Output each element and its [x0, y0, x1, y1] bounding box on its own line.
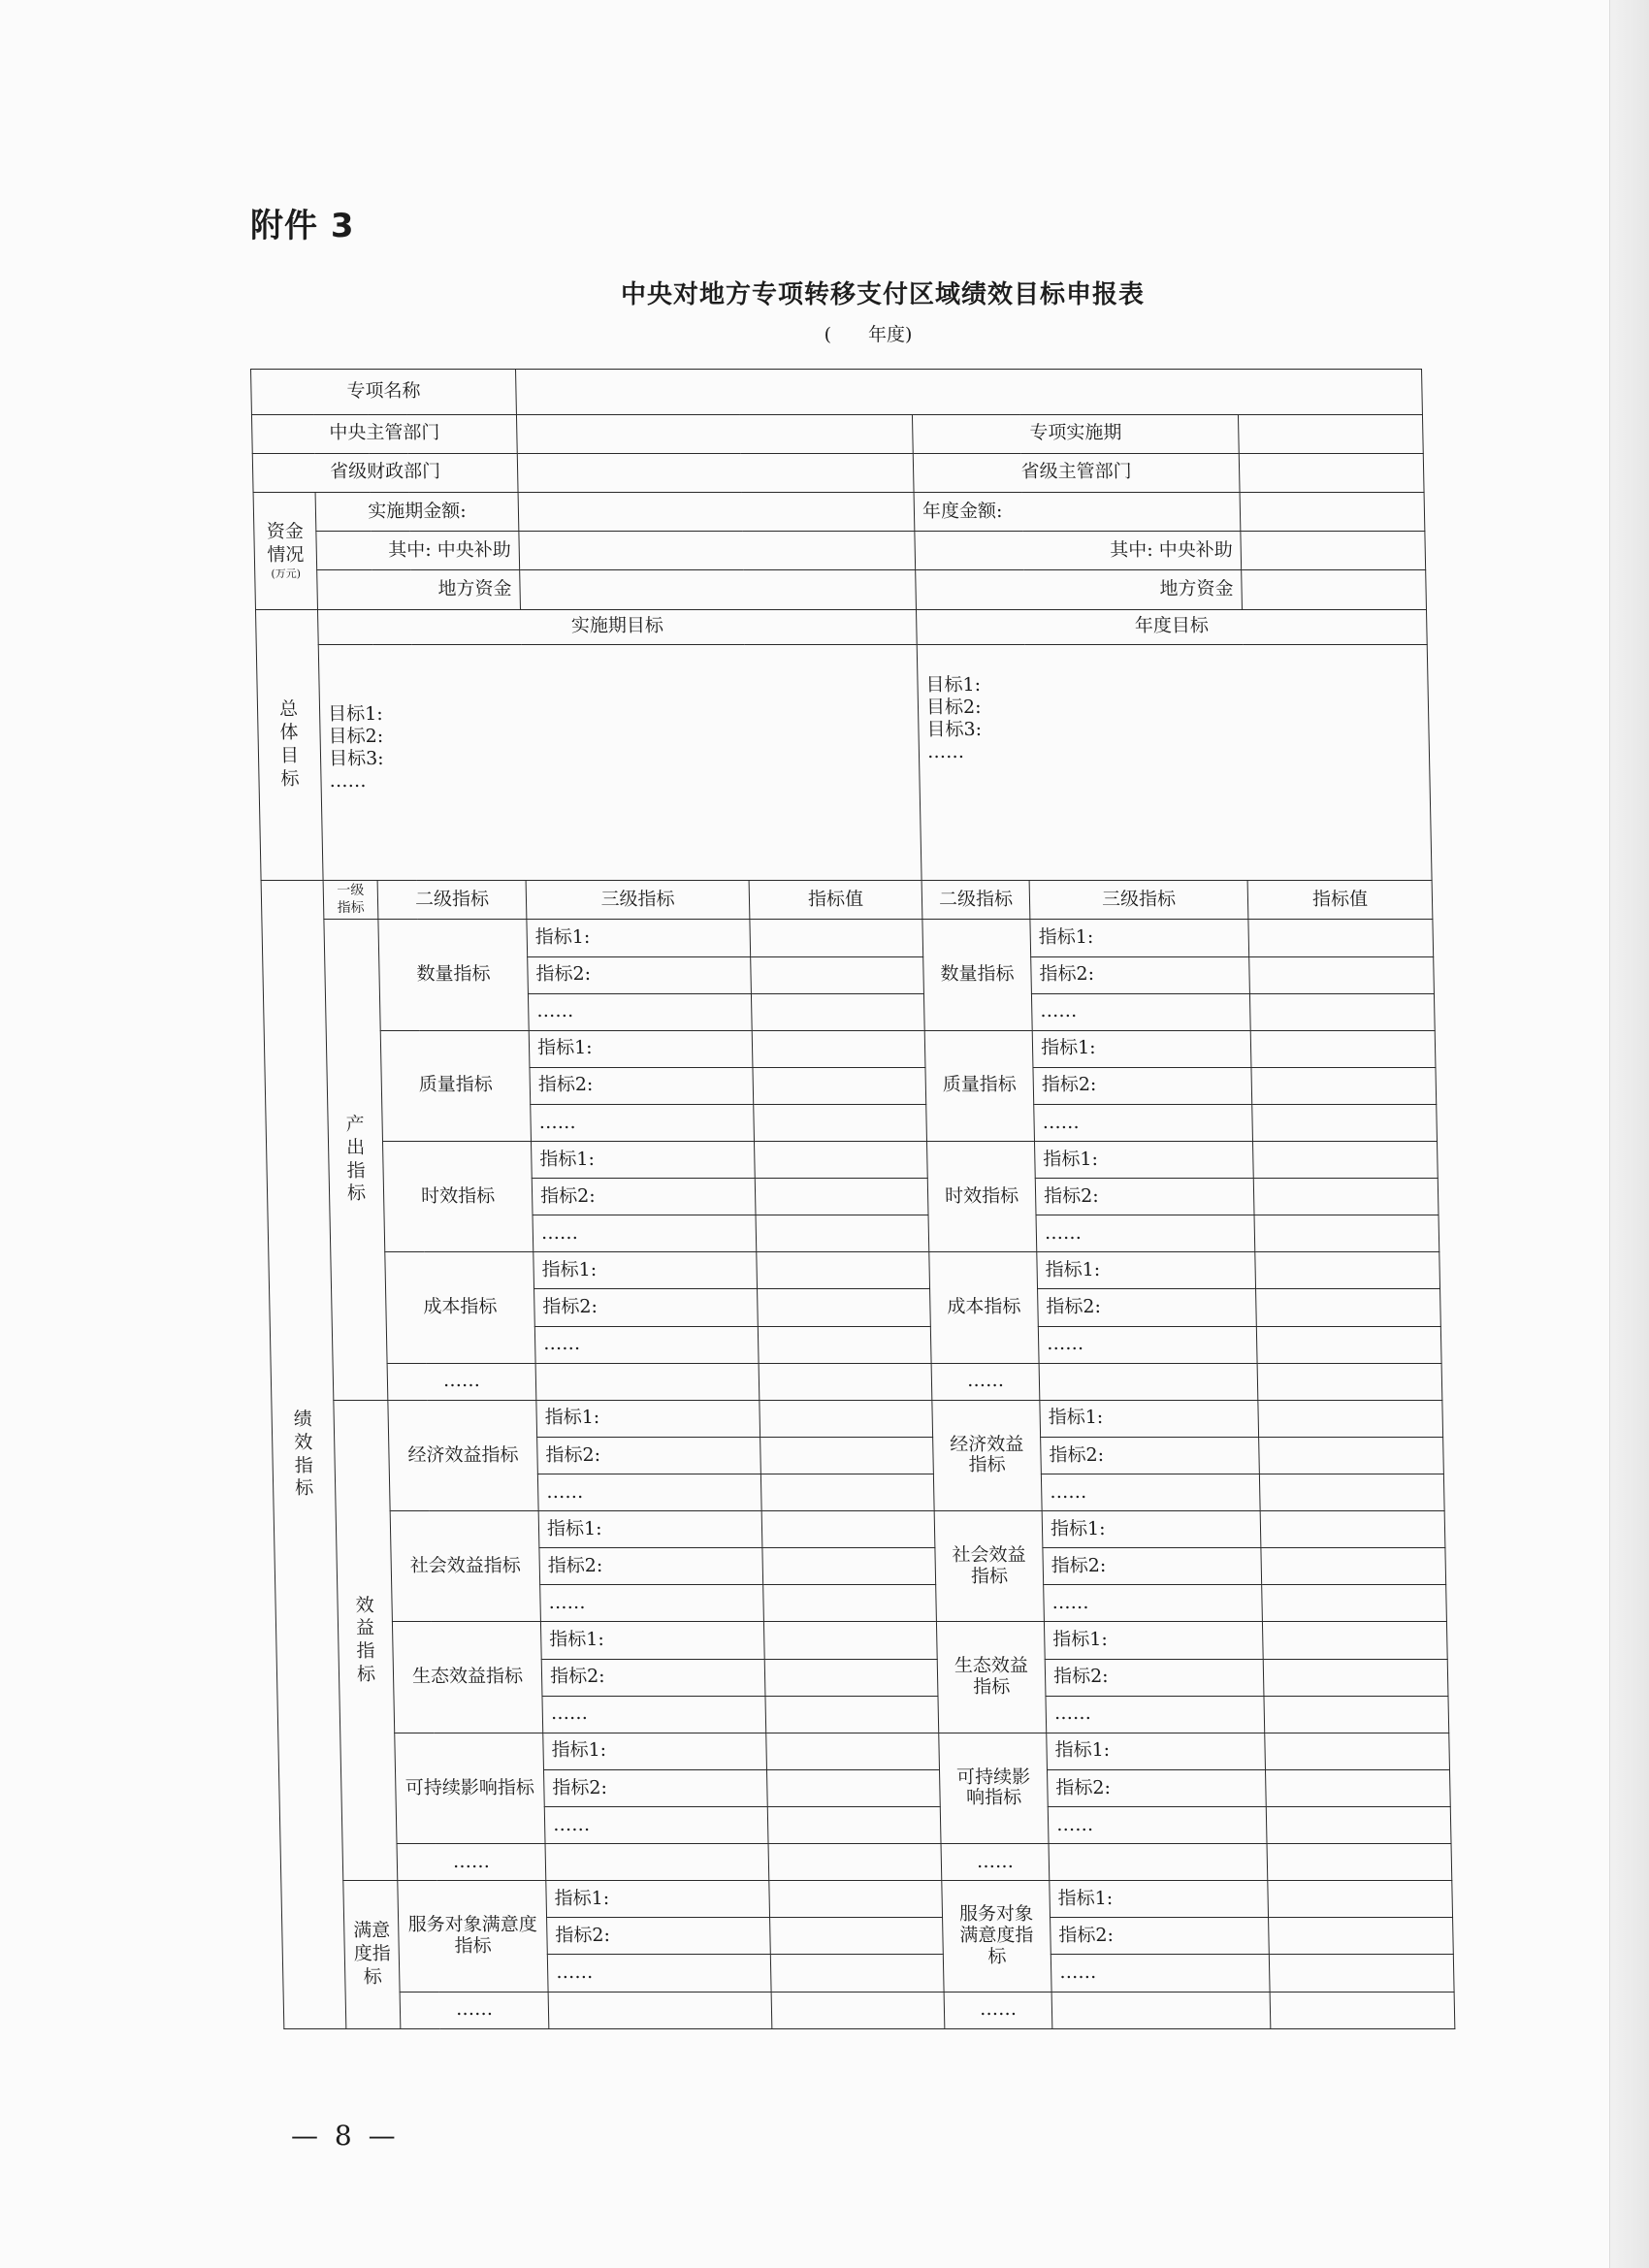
output-more-annual-ind[interactable]	[1039, 1363, 1258, 1400]
performance-target-form	[250, 369, 1416, 2029]
sustainable-annual-val3[interactable]	[1266, 1807, 1451, 1844]
annual-amount-label: 年度金额:	[914, 493, 1241, 532]
social-impl-val1[interactable]	[761, 1511, 935, 1548]
ecological-impl-ind1: 指标1:	[540, 1622, 764, 1659]
quantity-annual-val3[interactable]	[1249, 993, 1435, 1030]
social-annual-val3[interactable]	[1262, 1585, 1447, 1622]
economic-impl-ind2: 指标2:	[537, 1437, 761, 1474]
quantity-impl-val1[interactable]	[750, 920, 923, 956]
row-timeliness-1	[266, 1142, 1438, 1179]
row-funds-central	[254, 532, 1426, 570]
cost-annual-val2[interactable]	[1256, 1289, 1441, 1326]
level2-header-annual: 二级指标	[922, 881, 1030, 920]
timeliness-impl-more: ……	[533, 1215, 757, 1252]
impl-period-label: 专项实施期	[912, 414, 1239, 453]
impl-goal-more: ……	[329, 770, 367, 793]
satisfaction-more-annual-ind[interactable]	[1051, 1992, 1271, 2028]
row-central-dept	[251, 414, 1423, 453]
ecological-impl-more: ……	[542, 1696, 766, 1733]
impl-amount-label: 实施期金额:	[315, 493, 519, 532]
impl-local-funds-field[interactable]	[520, 570, 917, 609]
quality-impl-ind2: 指标2:	[530, 1067, 754, 1104]
social-annual-more: ……	[1044, 1585, 1263, 1622]
cost-label-annual: 成本指标	[929, 1252, 1039, 1363]
cost-annual-val3[interactable]	[1256, 1326, 1441, 1363]
benefit-more-impl: ……	[397, 1844, 546, 1881]
satisfaction-annual-more: ……	[1051, 1955, 1270, 1992]
ecological-annual-more: ……	[1046, 1696, 1265, 1733]
satisfaction-more-impl-ind[interactable]	[548, 1992, 772, 2028]
impl-amount-field[interactable]	[518, 493, 915, 532]
annual-goal-header: 年度目标	[916, 609, 1427, 644]
quality-impl-more: ……	[531, 1104, 755, 1141]
cost-impl-more: ……	[534, 1326, 759, 1363]
ecological-annual-val1[interactable]	[1262, 1622, 1447, 1659]
timeliness-impl-ind1: 指标1:	[532, 1142, 756, 1179]
benefit-more-impl-ind[interactable]	[545, 1844, 769, 1881]
timeliness-impl-val1[interactable]	[755, 1142, 928, 1179]
cost-annual-val1[interactable]	[1255, 1252, 1440, 1289]
sustainable-impl-ind2: 指标2:	[544, 1769, 768, 1806]
sustainable-annual-more: ……	[1048, 1807, 1267, 1844]
quantity-impl-ind2: 指标2:	[528, 956, 752, 993]
benefit-more-annual-val[interactable]	[1267, 1844, 1452, 1881]
annual-goal-more: ……	[926, 741, 965, 763]
row-ecological-1	[275, 1622, 1447, 1659]
satisfaction-impl-val3[interactable]	[770, 1955, 944, 1992]
satisfaction-impl-more: ……	[547, 1955, 771, 1992]
year-line: ( 年度)	[824, 324, 913, 345]
quality-impl-val2[interactable]	[753, 1067, 926, 1104]
timeliness-impl-ind2: 指标2:	[532, 1179, 756, 1215]
economic-annual-val3[interactable]	[1259, 1474, 1444, 1511]
quantity-annual-val1[interactable]	[1248, 920, 1434, 956]
quality-label-annual: 质量指标	[924, 1030, 1034, 1141]
social-impl-val2[interactable]	[762, 1548, 936, 1585]
cost-impl-ind1: 指标1:	[534, 1252, 758, 1289]
impl-goal-field[interactable]	[318, 644, 922, 881]
row-economic-1	[272, 1400, 1443, 1437]
level3-header-impl: 三级指标	[526, 881, 750, 920]
prov-finance-label: 省级财政部门	[252, 453, 518, 492]
economic-annual-ind1: 指标1:	[1040, 1400, 1259, 1437]
attachment-label: 附件 3	[250, 207, 355, 245]
sustainable-annual-ind2: 指标2:	[1048, 1769, 1267, 1806]
timeliness-annual-val1[interactable]	[1253, 1142, 1439, 1179]
row-satisfaction-more	[283, 1992, 1455, 2028]
ecological-annual-val2[interactable]	[1263, 1659, 1448, 1696]
timeliness-annual-val3[interactable]	[1254, 1215, 1439, 1252]
quality-impl-val3[interactable]	[754, 1104, 927, 1141]
quality-annual-ind2: 指标2:	[1033, 1067, 1252, 1104]
satisfaction-annual-val1[interactable]	[1268, 1881, 1453, 1918]
economic-annual-val1[interactable]	[1258, 1400, 1443, 1437]
service-satisfaction-label-annual: 服务对象满意度指标	[942, 1881, 1051, 1992]
sustainable-annual-ind1: 指标1:	[1047, 1733, 1266, 1769]
timeliness-annual-ind1: 指标1:	[1035, 1142, 1254, 1179]
level2-header-impl: 二级指标	[377, 881, 527, 920]
timeliness-annual-more: ……	[1036, 1215, 1255, 1252]
sustainable-impl-val2[interactable]	[767, 1769, 941, 1806]
satisfaction-indicators-label: 满意度指标	[343, 1881, 401, 2029]
quantity-annual-val2[interactable]	[1249, 956, 1435, 993]
quantity-impl-val3[interactable]	[751, 993, 924, 1030]
social-annual-ind1: 指标1:	[1042, 1511, 1261, 1548]
cost-impl-val2[interactable]	[758, 1289, 931, 1326]
ecological-impl-val2[interactable]	[764, 1659, 938, 1696]
satisfaction-annual-ind2: 指标2:	[1051, 1918, 1270, 1955]
satisfaction-impl-val2[interactable]	[770, 1918, 944, 1955]
satisfaction-impl-val1[interactable]	[769, 1881, 943, 1918]
satisfaction-annual-val3[interactable]	[1269, 1955, 1454, 1992]
ecological-annual-ind1: 指标1:	[1044, 1622, 1263, 1659]
output-more-annual: ……	[931, 1363, 1040, 1400]
social-annual-val2[interactable]	[1261, 1548, 1446, 1585]
economic-annual-more: ……	[1041, 1474, 1260, 1511]
satisfaction-annual-ind1: 指标1:	[1050, 1881, 1269, 1918]
annual-local-funds-field[interactable]	[1242, 570, 1427, 609]
satisfaction-impl-ind2: 指标2:	[547, 1918, 771, 1955]
cost-annual-ind1: 指标1:	[1037, 1252, 1256, 1289]
cost-annual-ind2: 指标2:	[1038, 1289, 1257, 1326]
quantity-impl-ind1: 指标1:	[527, 920, 751, 956]
timeliness-impl-val2[interactable]	[755, 1179, 928, 1215]
quantity-impl-val2[interactable]	[751, 956, 924, 993]
funds-unit: (万元)	[271, 567, 302, 580]
satisfaction-more-annual: ……	[944, 1992, 1052, 2028]
impl-goal-1: 目标1:	[327, 702, 383, 725]
annual-goal-field[interactable]	[917, 644, 1432, 881]
benefit-more-annual-ind[interactable]	[1049, 1844, 1268, 1881]
impl-goal-3: 目标3:	[328, 748, 384, 769]
social-impl-ind1: 指标1:	[538, 1511, 762, 1548]
output-more-impl: ……	[387, 1363, 536, 1400]
annual-goal-3: 目标3:	[926, 719, 983, 740]
row-funds-total	[253, 493, 1425, 532]
quality-annual-val2[interactable]	[1251, 1067, 1437, 1104]
row-goals	[256, 644, 1432, 881]
annual-amount-field[interactable]	[1240, 493, 1425, 532]
row-project-name	[251, 370, 1423, 415]
output-more-annual-val[interactable]	[1257, 1363, 1442, 1400]
quantity-label-impl: 数量指标	[378, 920, 529, 1030]
output-more-impl-val[interactable]	[759, 1363, 932, 1400]
impl-period-field[interactable]	[1238, 414, 1423, 453]
sustainable-label-annual: 可持续影响指标	[939, 1733, 1049, 1843]
page-number: — 8 —	[291, 2120, 400, 2152]
social-label-impl: 社会效益指标	[390, 1511, 540, 1622]
annual-goal-2: 目标2:	[925, 696, 982, 718]
sustainable-impl-val3[interactable]	[767, 1807, 941, 1844]
row-indicator-headers	[261, 881, 1433, 920]
satisfaction-more-annual-val[interactable]	[1270, 1992, 1455, 2028]
value-header-annual: 指标值	[1247, 881, 1433, 920]
sustainable-impl-ind1: 指标1:	[543, 1733, 767, 1769]
quality-annual-val1[interactable]	[1250, 1030, 1436, 1067]
row-cost-1	[269, 1252, 1440, 1289]
social-annual-ind2: 指标2:	[1043, 1548, 1262, 1585]
ecological-impl-ind2: 指标2:	[541, 1659, 765, 1696]
economic-label-impl: 经济效益指标	[388, 1400, 538, 1510]
row-prov-finance	[252, 453, 1424, 492]
quantity-annual-ind2: 指标2:	[1031, 956, 1250, 993]
row-quantity-1	[262, 920, 1434, 956]
quantity-annual-more: ……	[1031, 993, 1250, 1030]
economic-annual-ind2: 指标2:	[1041, 1437, 1260, 1474]
level1-header: 一级指标	[323, 881, 378, 920]
row-quality-1	[264, 1030, 1436, 1067]
timeliness-annual-ind2: 指标2:	[1035, 1179, 1254, 1215]
economic-impl-val1[interactable]	[760, 1400, 933, 1437]
satisfaction-impl-ind1: 指标1:	[546, 1881, 770, 1918]
quantity-label-annual: 数量指标	[922, 920, 1032, 1030]
sustainable-annual-val1[interactable]	[1265, 1733, 1450, 1769]
annual-goal-1: 目标1:	[925, 673, 982, 696]
quality-annual-val3[interactable]	[1252, 1104, 1438, 1141]
social-impl-val3[interactable]	[763, 1585, 937, 1622]
ecological-label-impl: 生态效益指标	[392, 1622, 542, 1733]
row-sustainable-1	[278, 1733, 1450, 1769]
economic-impl-more: ……	[537, 1474, 761, 1511]
sustainable-impl-more: ……	[544, 1807, 768, 1844]
row-goal-headers	[255, 609, 1427, 644]
social-annual-val1[interactable]	[1260, 1511, 1445, 1548]
cost-impl-val1[interactable]	[757, 1252, 930, 1289]
row-output-more	[271, 1363, 1442, 1400]
cost-impl-val3[interactable]	[758, 1326, 931, 1363]
overall-goal-label: 总体目标	[255, 609, 323, 881]
social-label-annual: 社会效益指标	[934, 1511, 1044, 1622]
quality-label-impl: 质量指标	[380, 1030, 531, 1141]
sustainable-label-impl: 可持续影响指标	[395, 1733, 545, 1843]
project-name-label: 专项名称	[251, 370, 517, 415]
row-social-1	[274, 1511, 1445, 1548]
quantity-impl-more: ……	[528, 993, 752, 1030]
ecological-impl-val3[interactable]	[765, 1696, 939, 1733]
ecological-annual-ind2: 指标2:	[1045, 1659, 1264, 1696]
satisfaction-annual-val2[interactable]	[1269, 1918, 1454, 1955]
project-name-field[interactable]	[516, 370, 1423, 415]
annual-central-subsidy-label: 其中: 中央补助	[915, 532, 1242, 570]
value-header-impl: 指标值	[749, 881, 922, 920]
sustainable-annual-val2[interactable]	[1266, 1769, 1451, 1806]
service-satisfaction-label-impl: 服务对象满意度指标	[398, 1881, 548, 1992]
timeliness-label-impl: 时效指标	[382, 1142, 533, 1252]
social-impl-ind2: 指标2:	[539, 1548, 763, 1585]
quantity-annual-ind1: 指标1:	[1030, 920, 1249, 956]
form-table	[250, 369, 1455, 2029]
social-impl-more: ……	[540, 1585, 764, 1622]
impl-central-subsidy-label: 其中: 中央补助	[316, 532, 520, 570]
cost-label-impl: 成本指标	[385, 1252, 535, 1363]
satisfaction-more-impl: ……	[400, 1992, 549, 2028]
quality-annual-ind1: 指标1:	[1032, 1030, 1251, 1067]
quality-impl-val1[interactable]	[752, 1030, 925, 1067]
cost-annual-more: ……	[1038, 1326, 1257, 1363]
output-indicators-label: 产出指标	[324, 920, 388, 1400]
prov-dept-label: 省级主管部门	[913, 453, 1240, 492]
prov-dept-field[interactable]	[1239, 453, 1424, 492]
economic-impl-val2[interactable]	[760, 1437, 934, 1474]
central-dept-label: 中央主管部门	[251, 414, 517, 453]
output-more-impl-ind[interactable]	[535, 1363, 760, 1400]
document-title: 中央对地方专项转移支付区域绩效目标申报表	[620, 280, 1145, 309]
perf-indicators-label: 绩效指标	[261, 881, 346, 2029]
timeliness-label-annual: 时效指标	[927, 1142, 1037, 1252]
impl-goal-2: 目标2:	[328, 725, 384, 747]
annual-local-funds-label: 地方资金	[916, 570, 1243, 609]
benefit-more-impl-val[interactable]	[768, 1844, 942, 1881]
timeliness-annual-val2[interactable]	[1253, 1179, 1439, 1215]
ecological-label-annual: 生态效益指标	[936, 1622, 1046, 1733]
timeliness-impl-val3[interactable]	[756, 1215, 929, 1252]
row-benefit-more	[280, 1844, 1452, 1881]
cost-impl-ind2: 指标2:	[534, 1289, 759, 1326]
impl-central-subsidy-field[interactable]	[519, 532, 916, 570]
row-satisfaction-1	[281, 1881, 1453, 1918]
economic-impl-val3[interactable]	[760, 1474, 934, 1511]
annual-central-subsidy-field[interactable]	[1241, 532, 1426, 570]
funds-label: 资金情况 (万元)	[253, 493, 317, 610]
benefit-more-annual: ……	[941, 1844, 1050, 1881]
satisfaction-more-impl-val[interactable]	[771, 1992, 945, 2028]
economic-annual-val2[interactable]	[1259, 1437, 1444, 1474]
impl-goal-header: 实施期目标	[317, 609, 917, 644]
prov-finance-field[interactable]	[517, 453, 914, 492]
ecological-annual-val3[interactable]	[1264, 1696, 1449, 1733]
central-dept-field[interactable]	[516, 414, 913, 453]
row-funds-local	[255, 570, 1427, 609]
benefit-indicators-label: 效益指标	[334, 1400, 398, 1880]
impl-local-funds-label: 地方资金	[317, 570, 521, 609]
quality-impl-ind1: 指标1:	[529, 1030, 753, 1067]
economic-impl-ind1: 指标1:	[536, 1400, 760, 1437]
ecological-impl-val1[interactable]	[763, 1622, 937, 1659]
sustainable-impl-val1[interactable]	[766, 1733, 940, 1769]
level3-header-annual: 三级指标	[1029, 881, 1248, 920]
quality-annual-more: ……	[1034, 1104, 1253, 1141]
economic-label-annual: 经济效益指标	[932, 1400, 1042, 1510]
